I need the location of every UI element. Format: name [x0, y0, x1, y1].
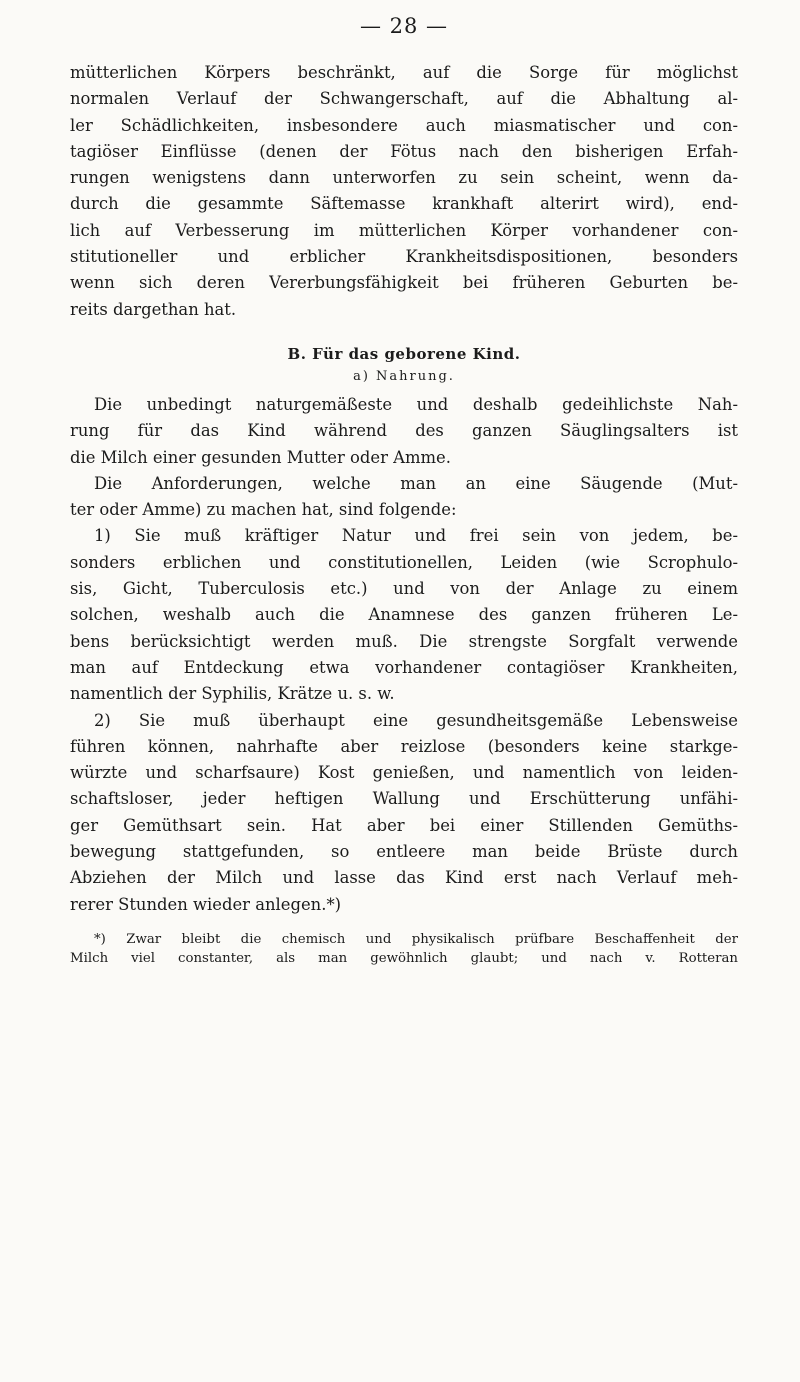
- text-line: namentlich der Syphilis, Krätze u. s. w.: [70, 684, 395, 704]
- text-line: Die unbedingt naturgemäßeste und deshalb gedeihlichste Nah-: [94, 394, 738, 414]
- list-item-1: [70, 523, 738, 707]
- intro-paragraph: [70, 60, 738, 323]
- text-line: Die Anforderungen, welche man an eine Säugende (Mut-: [94, 473, 738, 493]
- paragraph-milk: [70, 392, 738, 471]
- section-heading: B. Für das geborene Kind.: [287, 344, 521, 363]
- text-line: lich auf Verbesserung im mütterlichen Körper vorhandener con-: [70, 220, 738, 240]
- text-line: schaftsloser, jeder heftigen Wallung und Erschütterung unfähi-: [70, 789, 738, 809]
- text-line: sonders erblichen und constitutionellen, Leiden (wie Scrophulo-: [70, 552, 738, 572]
- paragraph-requirements: [70, 471, 738, 524]
- footnote: [70, 930, 738, 968]
- subsection-heading: a) Nahrung.: [353, 368, 455, 384]
- text-line: rerer Stunden wieder anlegen.*): [70, 894, 342, 914]
- text-line: ger Gemüthsart sein. Hat aber bei einer Stillenden Gemüths-: [70, 815, 738, 835]
- text-line: ler Schädlichkeiten, insbesondere auch miasmatischer und con-: [70, 115, 738, 135]
- text-line: rung für das Kind während des ganzen Säuglingsalters ist: [70, 421, 738, 441]
- text-line: solchen, weshalb auch die Anamnese des ganzen früheren Le-: [70, 605, 738, 625]
- text-line: reits dargethan hat.: [70, 299, 237, 319]
- text-line: man auf Entdeckung etwa vorhandener contagiöser Krankheiten,: [70, 657, 738, 677]
- text-line: normalen Verlauf der Schwangerschaft, auf die Abhaltung al-: [70, 89, 738, 109]
- text-line: bewegung stattgefunden, so entleere man beide Brüste durch: [70, 842, 738, 862]
- text-line: rungen wenigstens dann unterworfen zu sein scheint, wenn da-: [70, 168, 738, 188]
- text-line: 2) Sie muß überhaupt eine gesundheitsgemäße Lebensweise: [94, 710, 738, 730]
- text-line: würzte und scharfsaure) Kost genießen, und namentlich von leiden-: [70, 763, 738, 783]
- text-line: sis, Gicht, Tuberculosis etc.) und von der Anlage zu einem: [70, 579, 738, 599]
- list-item-2: [70, 708, 738, 918]
- text-line: 1) Sie muß kräftiger Natur und frei sein von jedem, be-: [94, 526, 738, 546]
- text-line: die Milch einer gesunden Mutter oder Amme.: [70, 447, 451, 467]
- text-line: ter oder Amme) zu machen hat, sind folgende:: [70, 500, 457, 520]
- text-line: durch die gesammte Säftemasse krankhaft alterirt wird), end-: [70, 194, 738, 214]
- page-number: — 28 —: [359, 14, 449, 38]
- text-line: tagiöser Einflüsse (denen der Fötus nach den bisherigen Erfah-: [70, 141, 738, 161]
- footnote-line: Milch viel constanter, als man gewöhnlich glaubt; und nach v. Rotteran: [70, 950, 738, 966]
- text-line: führen können, nahrhafte aber reizlose (besonders keine starkge-: [70, 736, 738, 756]
- text-line: stitutioneller und erblicher Krankheitsdispositionen, besonders: [70, 247, 738, 267]
- footnote-line: *) Zwar bleibt die chemisch und physikalisch prüfbare Beschaffenheit der: [94, 931, 738, 947]
- text-line: Abziehen der Milch und lasse das Kind erst nach Verlauf meh-: [70, 868, 738, 888]
- text-line: wenn sich deren Vererbungsfähigkeit bei früheren Geburten be-: [70, 273, 738, 293]
- text-line: bens berücksichtigt werden muß. Die strengste Sorgfalt verwende: [70, 631, 738, 651]
- text-line: mütterlichen Körpers beschränkt, auf die Sorge für möglichst: [70, 63, 738, 82]
